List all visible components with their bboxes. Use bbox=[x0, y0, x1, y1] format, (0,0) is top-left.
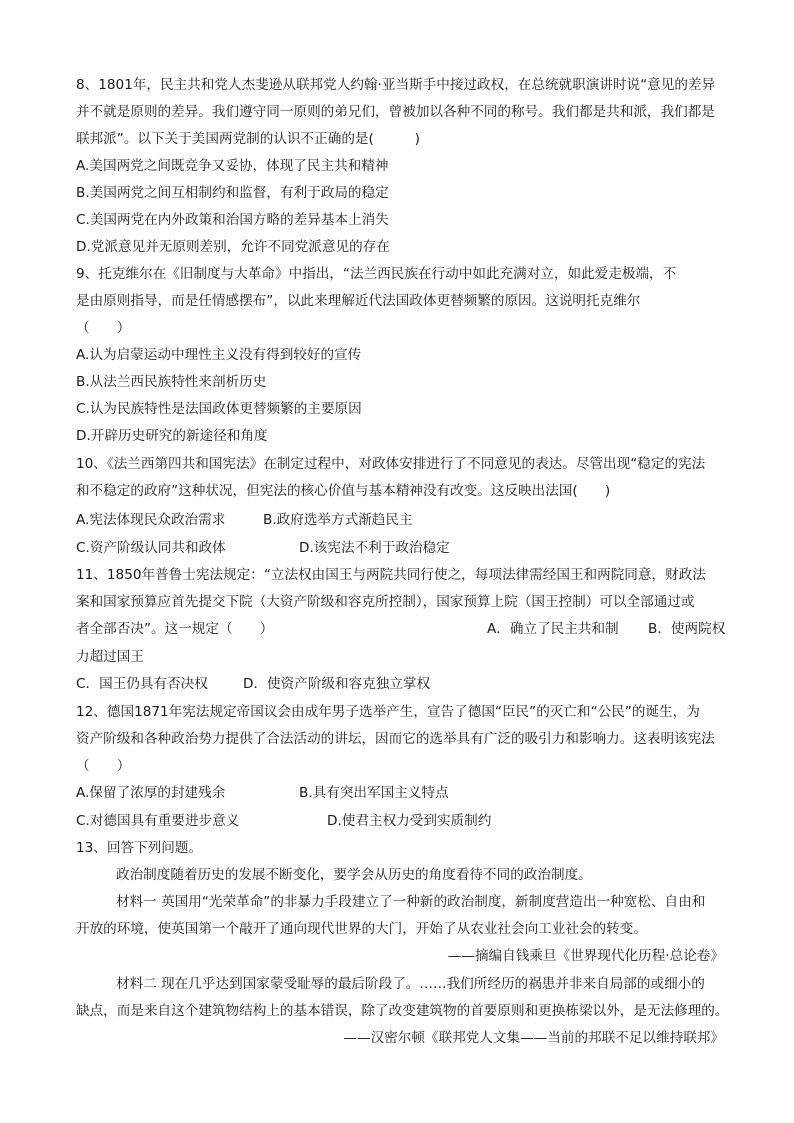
q9-stem-line-3: （ ） bbox=[76, 320, 131, 336]
q11-stem-line-1: 11、1850年普鲁士宪法规定：“立法权由国王与两院共同行使之，每项法律需经国王和两院同意，财政法 bbox=[76, 567, 706, 583]
q12-option-d[interactable]: D.使君主权力受到实质制约 bbox=[327, 813, 492, 829]
q8-stem-line-1: 8、1801年，民主共和党人杰斐逊从联邦党人约翰·亚当斯手中接过政权，在总统就职演讲时说“意见的差异 bbox=[76, 77, 716, 93]
q10-stem-line-1: 10、《法兰西第四共和国宪法》在制定过程中，对政体安排进行了不同意见的表达。尽管出现“稳定的宪法 bbox=[76, 456, 706, 472]
q11-option-b[interactable]: B．使两院权 bbox=[648, 621, 726, 637]
q8-stem-line-3: 联邦派”。以下关于美国两党制的认识不正确的是( ) bbox=[76, 131, 420, 147]
q13-intro: 政治制度随着历史的发展不断变化，要学会从历史的角度看待不同的政治制度。 bbox=[116, 867, 592, 883]
q13-material-2-source: ——汉密尔顿《联邦党人文集——当前的邦联不足以维持联邦》 bbox=[343, 1030, 724, 1046]
q13-material-1-line-2: 开放的环境，使英国第一个敲开了通向现代世界的大门，开始了从农业社会向工业社会的转变。 bbox=[76, 921, 647, 937]
q12-stem-line-2: 资产阶级和各种政治势力提供了合法活动的讲坛，因而它的选举具有广泛的吸引力和影响力。这表明该宪法 bbox=[76, 731, 715, 747]
q11-stem-line-2: 案和国家预算应首先提交下院（大资产阶级和容克所控制），国家预算上院（国王控制）可以全部通过或 bbox=[76, 594, 695, 610]
q12-option-c[interactable]: C.对德国具有重要进步意义 bbox=[76, 813, 240, 829]
q13-material-2-line-2: 缺点，而是来自这个建筑物结构上的基本错误，除了改变建筑物的首要原则和更换栋梁以外，是无法修理的。 bbox=[76, 1003, 729, 1019]
q8-option-d[interactable]: D.党派意见并无原则差别，允许不同党派意见的存在 bbox=[76, 239, 390, 255]
q9-option-c[interactable]: C.认为民族特性是法国政体更替频繁的主要原因 bbox=[76, 401, 362, 417]
q13-title: 13、回答下列问题。 bbox=[76, 840, 203, 856]
q10-option-b[interactable]: B.政府选举方式渐趋民主 bbox=[263, 512, 413, 528]
q10-option-d[interactable]: D.该宪法不利于政治稳定 bbox=[299, 540, 450, 556]
q11-option-b-continued: 力超过国王 bbox=[76, 649, 144, 665]
q8-option-b[interactable]: B.美国两党之间互相制约和监督，有利于政局的稳定 bbox=[76, 185, 389, 201]
q8-option-a[interactable]: A.美国两党之间既竞争又妥协，体现了民主共和精神 bbox=[76, 158, 389, 174]
q8-stem-line-2: 并不就是原则的差异。我们遵守同一原则的弟兄们，曾被加以各种不同的称号。我们都是共和派，我们都是 bbox=[76, 104, 715, 120]
q9-stem-line-2: 是由原则指导，而是任情感摆布”，以此来理解近代法国政体更替频繁的原因。这说明托克维尔 bbox=[76, 293, 641, 309]
q9-option-b[interactable]: B.从法兰西民族特性来剖析历史 bbox=[76, 374, 267, 390]
q9-stem-line-1: 9、托克维尔在《旧制度与大革命》中指出，“法兰西民族在行动中如此充满对立，如此爱走极端，不 bbox=[76, 266, 677, 282]
q12-option-b[interactable]: B.具有突出军国主义特点 bbox=[299, 785, 449, 801]
q13-material-2-line-1: 材料二 现在几乎达到国家蒙受耻辱的最后阶段了。……我们所经历的祸患并非来自局部的或细小的 bbox=[116, 976, 705, 992]
q13-material-1-source: ——摘编自钱乘旦《世界现代化历程·总论卷》 bbox=[447, 948, 724, 964]
q9-option-d[interactable]: D.开辟历史研究的新途径和角度 bbox=[76, 428, 268, 444]
q10-stem-line-2: 和不稳定的政府”这种状况，但宪法的核心价值与基本精神没有改变。这反映出法国( ) bbox=[76, 483, 611, 499]
q11-option-a[interactable]: A．确立了民主共和制 bbox=[487, 621, 619, 637]
q12-option-a[interactable]: A.保留了浓厚的封建残余 bbox=[76, 785, 226, 801]
q13-material-1-line-1: 材料一 英国用“光荣革命”的非暴力手段建立了一种新的政治制度，新制度营造出一种宽松、自由和 bbox=[116, 894, 706, 910]
q12-stem-line-3: （ ） bbox=[76, 758, 131, 774]
q10-option-a[interactable]: A.宪法体现民众政治需求 bbox=[76, 512, 226, 528]
q11-option-d[interactable]: D．使资产阶级和容克独立掌权 bbox=[243, 676, 431, 692]
q12-stem-line-1: 12、德国1871年宪法规定帝国议会由成年男子选举产生，宣告了德国“臣民”的灭亡和“公民”的诞生，为 bbox=[76, 704, 700, 720]
q9-option-a[interactable]: A.认为启蒙运动中理性主义没有得到较好的宣传 bbox=[76, 347, 362, 363]
q10-option-c[interactable]: C.资产阶级认同共和政体 bbox=[76, 540, 226, 556]
q8-option-c[interactable]: C.美国两党在内外政策和治国方略的差异基本上消失 bbox=[76, 212, 389, 228]
q11-stem-line-3: 者全部否决”。这一规定（ ） bbox=[76, 621, 274, 637]
q11-option-c[interactable]: C．国王仍具有否决权 bbox=[76, 676, 208, 692]
